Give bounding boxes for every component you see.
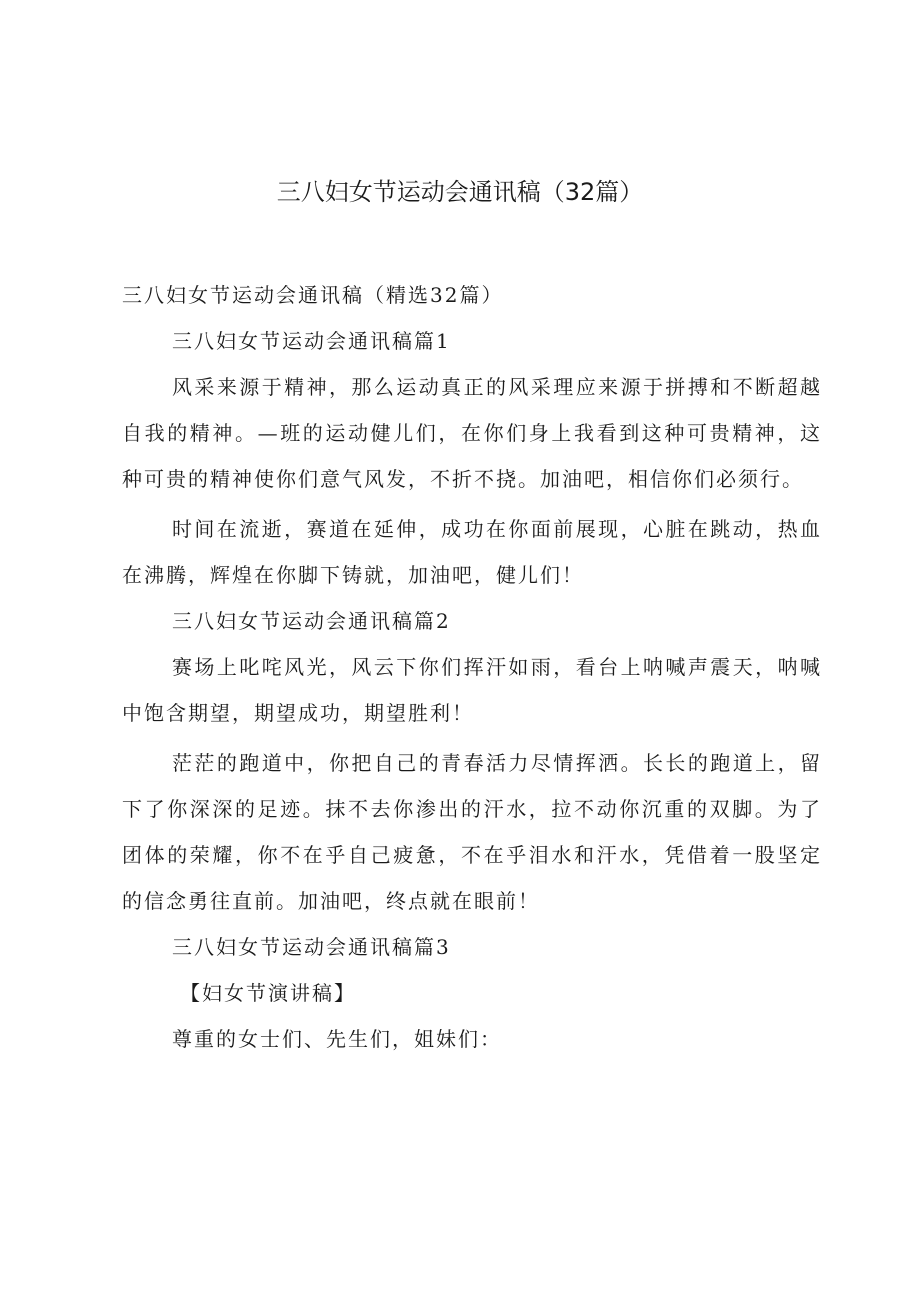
document-subtitle: 三八妇女节运动会通讯稿（精选32篇） bbox=[122, 283, 504, 307]
speech-title: 【妇女节演讲稿】 bbox=[180, 981, 356, 1005]
section-heading-3: 三八妇女节运动会通讯稿篇3 bbox=[172, 935, 451, 959]
section-heading-2: 三八妇女节运动会通讯稿篇2 bbox=[172, 609, 451, 633]
paragraph: 赛场上叱咤风光，风云下你们挥汗如雨，看台上呐喊声震天，呐喊中饱含期望，期望成功，期望胜利！ bbox=[122, 655, 822, 725]
document-title: 三八妇女节运动会通讯稿（32篇） bbox=[276, 178, 644, 206]
paragraph: 时间在流逝，赛道在延伸，成功在你面前展现，心脏在跳动，热血在沸腾，辉煌在你脚下铸就，加油吧，健儿们！ bbox=[122, 517, 822, 587]
section-heading-1: 三八妇女节运动会通讯稿篇1 bbox=[172, 329, 451, 353]
paragraph: 茫茫的跑道中，你把自己的青春活力尽情挥洒。长长的跑道上，留下了你深深的足迹。抹不去你渗出的汗水，拉不动你沉重的双脚。为了团体的荣耀，你不在乎自己疲惫，不在乎泪水和汗水，凭借着一股坚定的信念勇往直前。加油吧，终点就在眼前！ bbox=[122, 751, 822, 913]
paragraph: 风采来源于精神，那么运动真正的风采理应来源于拼搏和不断超越自我的精神。—班的运动健儿们，在你们身上我看到这种可贵精神，这种可贵的精神使你们意气风发，不折不挠。加油吧，相信你们必须行。 bbox=[122, 375, 822, 491]
paragraph: 尊重的女士们、先生们，姐妹们： bbox=[172, 1027, 502, 1051]
document-body bbox=[122, 272, 822, 1062]
